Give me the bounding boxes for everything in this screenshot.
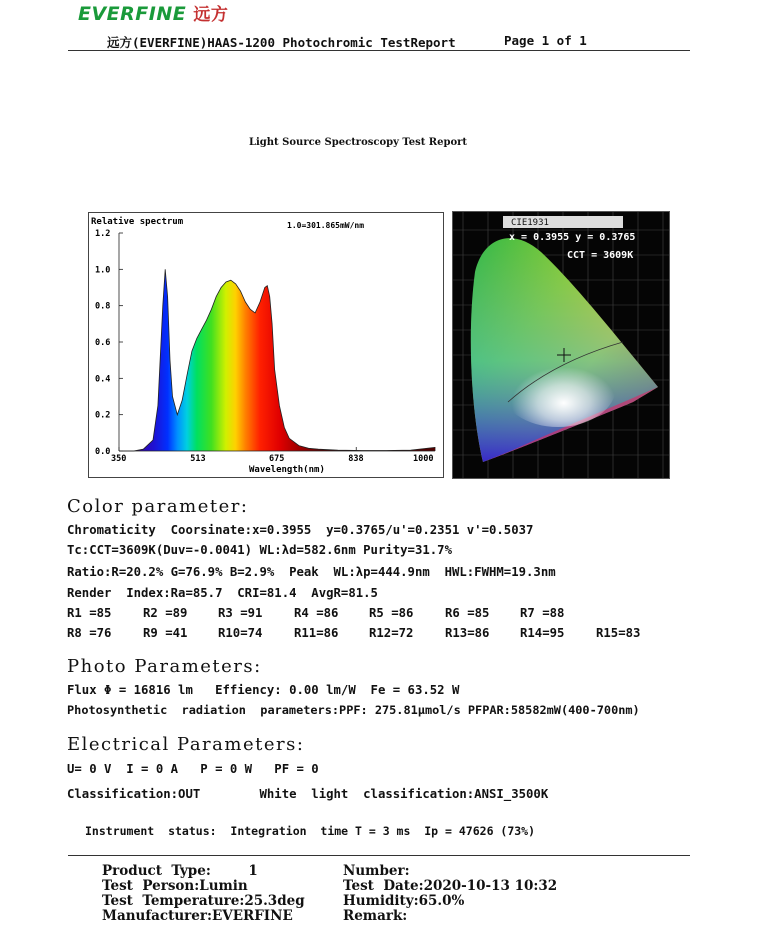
y-tick-label: 0.2	[95, 410, 111, 421]
r-value: R11=86	[294, 626, 339, 640]
cct-line: Tc:CCT=3609K(Duv=-0.0041) WL:λd=582.6nm Purity=31.7%	[67, 543, 452, 557]
y-tick-label: 1.2	[95, 229, 111, 239]
report-title: Light Source Spectroscopy Test Report	[248, 137, 468, 148]
r-value: R8 =76	[67, 626, 112, 640]
spectrum-ylabel: Relative spectrum	[91, 217, 184, 227]
electrical-parameters-heading: Electrical Parameters:	[67, 734, 305, 755]
cie1931-chromaticity-diagram	[452, 211, 670, 479]
r-value: R5 =86	[369, 606, 414, 620]
y-tick-label: 0.4	[95, 374, 111, 385]
r-value: R12=72	[369, 626, 414, 640]
everfine-logo	[78, 0, 228, 25]
cie-svg	[453, 212, 669, 478]
r-values-row-2	[0, 626, 766, 642]
y-tick-label: 1.0	[95, 265, 111, 276]
photo-parameters-heading: Photo Parameters:	[67, 656, 262, 677]
render-index-line: Render Index:Ra=85.7 CRI=81.4 AvgR=81.5	[67, 586, 378, 600]
footer-test-person: Test Person:Lumin	[102, 878, 248, 894]
r-value: R2 =89	[143, 606, 188, 620]
header-divider	[68, 50, 690, 51]
relative-spectrum-chart	[88, 212, 444, 478]
classification-line: Classification:OUT White light classification:ANSI_3500K	[67, 787, 549, 801]
logo-brand-text: EVERFINE	[78, 3, 187, 25]
r-value: R4 =86	[294, 606, 339, 620]
cie-label: CIE1931	[511, 218, 549, 228]
cie-coordinates: x = 0.3955 y = 0.3765	[509, 232, 636, 243]
photosynthetic-line: Photosynthetic radiation parameters:PPF: 275.81μmol/s PFPAR:58582mW(400-700nm)	[67, 703, 640, 717]
electrical-values-line: U= 0 V I = 0 A P = 0 W PF = 0	[67, 762, 319, 776]
footer-divider	[68, 855, 690, 856]
instrument-status-line: Instrument status: Integration time T = 3 ms Ip = 47626 (73%)	[85, 824, 536, 838]
r-value: R1 =85	[67, 606, 112, 620]
cie-white-point-region	[500, 347, 616, 427]
spectrum-xlabel: Wavelength(nm)	[249, 465, 325, 475]
r-values-row-1	[0, 606, 766, 622]
y-tick-label: 0.8	[95, 301, 111, 312]
y-tick-label: 0.0	[95, 447, 111, 457]
cie-cct: CCT = 3609K	[567, 250, 634, 261]
x-tick-label: 1000	[413, 454, 434, 464]
x-tick-label: 838	[348, 454, 364, 464]
footer-test-temperature: Test Temperature:25.3deg	[102, 893, 305, 909]
footer-product-type: Product Type: 1	[102, 863, 258, 879]
spectrum-scale-note: 1.0=301.865mW/nm	[287, 221, 365, 230]
r-value: R15=83	[596, 626, 641, 640]
x-tick-label: 513	[190, 454, 206, 464]
r-value: R13=86	[445, 626, 490, 640]
r-value: R3 =91	[218, 606, 263, 620]
x-tick-label: 350	[111, 454, 127, 464]
ratio-line: Ratio:R=20.2% G=76.9% B=2.9% Peak WL:λp=444.9nm HWL:FWHM=19.3nm	[67, 565, 556, 579]
report-header-title: 远方(EVERFINE)HAAS-1200 Photochromic TestReport	[107, 35, 456, 50]
logo-brand-cn: 远方	[193, 5, 229, 25]
r-value: R7 =88	[520, 606, 565, 620]
footer-humidity: Humidity:65.0%	[343, 893, 465, 909]
x-tick-label: 675	[269, 454, 285, 464]
footer-test-date: Test Date:2020-10-13 10:32	[343, 878, 558, 894]
color-parameter-heading: Color parameter:	[67, 496, 249, 517]
y-tick-label: 0.6	[95, 338, 111, 348]
footer-number: Number:	[343, 863, 410, 879]
r-value: R14=95	[520, 626, 565, 640]
r-value: R9 =41	[143, 626, 188, 640]
report-page-number: Page 1 of 1	[504, 33, 587, 48]
spectrum-svg	[89, 213, 443, 477]
footer-manufacturer: Manufacturer:EVERFINE	[102, 908, 293, 924]
r-value: R10=74	[218, 626, 263, 640]
spectrum-area	[119, 269, 435, 451]
flux-line: Flux Φ = 16816 lm Effiency: 0.00 lm/W Fe = 63.52 W	[67, 683, 460, 697]
footer-remark: Remark:	[343, 908, 408, 924]
r-value: R6 =85	[445, 606, 490, 620]
chromaticity-line: Chromaticity Coorsinate:x=0.3955 y=0.3765/u'=0.2351 v'=0.5037	[67, 523, 534, 537]
